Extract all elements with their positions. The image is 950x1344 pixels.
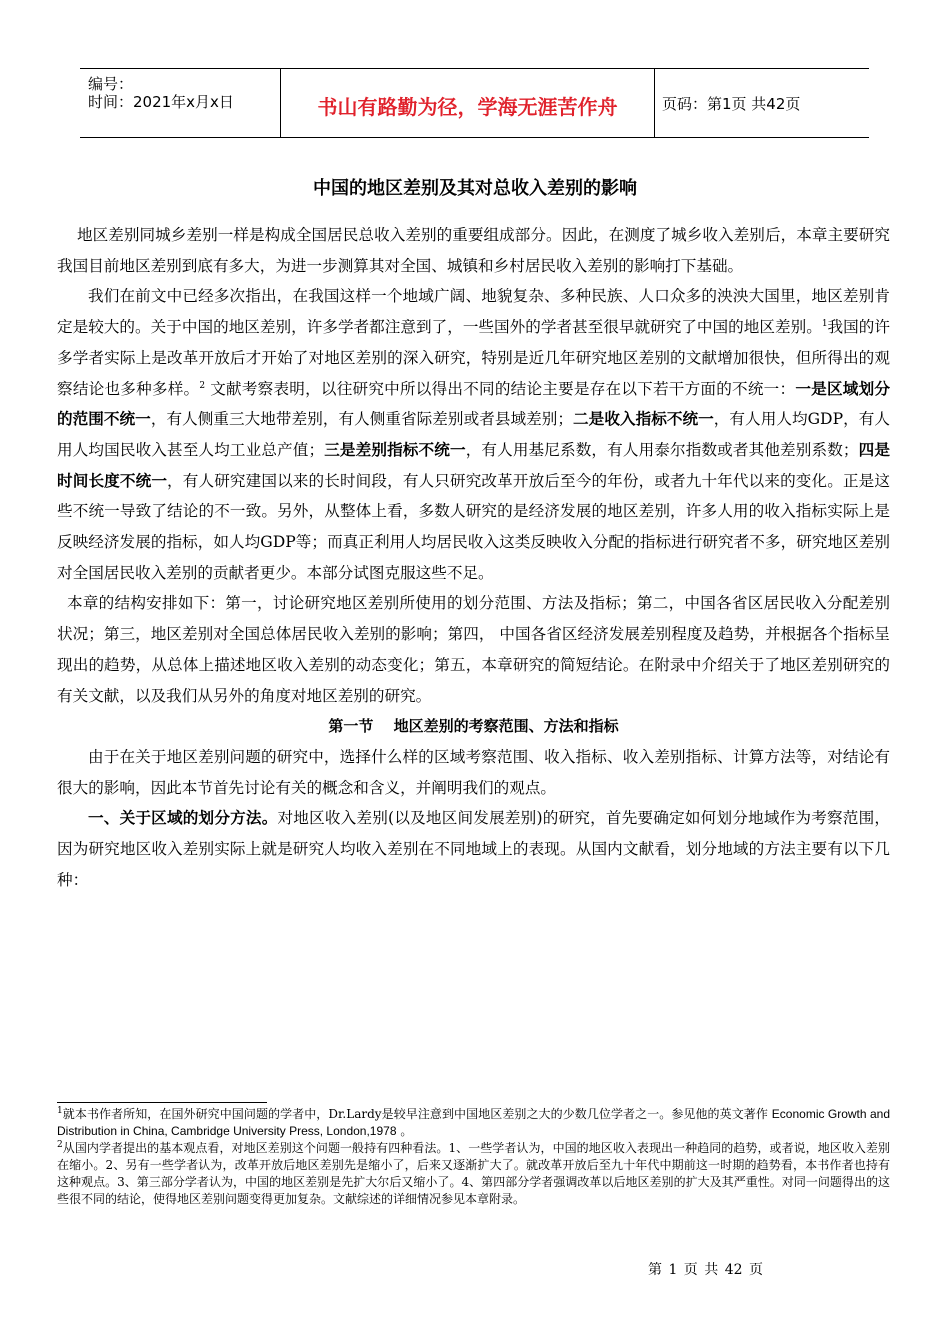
header-page-info: 页码：第1页 共42页 [662, 95, 801, 113]
header-table [80, 68, 869, 138]
paragraph-text: 我们在前文中已经多次指出，在我国这样一个地域广阔、地貌复杂、多种民族、人口众多的泱泱大国里，地区差别肯定是较大的。关于中国的地区差别，许多学者都注意到了，一些国外的学者甚至很早就研究了中国的地区差别。 [57, 287, 890, 337]
bold-point-2: 二是收入指标不统一 [573, 410, 714, 429]
footnote-ref-1[interactable]: 1 [821, 318, 828, 329]
footnote-1 [57, 1106, 890, 1140]
paragraph-text: ，有人用基尼系数，有人用泰尔指数或者其他差别系数； [465, 440, 859, 459]
paragraph-intro: 地区差别同城乡差别一样是构成全国居民总收入差别的重要组成部分。因此，在测度了城乡收入差别后，本章主要研究我国目前地区差别到底有多大，为进一步测算其对全国、城镇和乡村居民收入差别的影响打下基础。 [57, 226, 890, 275]
document-time: 时间：2021年x月x日 [88, 93, 234, 111]
paragraph-text: ，有人研究建国以来的长时间段，有人只研究改革开放后至今的年份，或者九十年代以来的变化。正是这些不统一导致了结论的不一致。另外，从整体上看，多数人研究的是经济发展的地区差别，许多人用的收入指标实际上是反映经济发展的指标，如人均GDP等；而真正利用人均居民收入这类反映收入分配的指标进行研究者不多，研究地区差别对全国居民收入差别的贡献者更少。本部分试图克服这些不足。 [57, 471, 890, 582]
document-body [57, 220, 890, 895]
header-page-cell [654, 69, 869, 137]
page-footer: 第 1 页 共 42 页 [648, 1262, 763, 1278]
footnote-ref-2[interactable]: 2 [199, 380, 206, 391]
section-heading: 第一节 地区差别的考察范围、方法和指标 [328, 717, 619, 736]
document-title: 中国的地区差别及其对总收入差别的影响 [313, 178, 637, 199]
bold-heading-region-division: 一、关于区域的划分方法。 [88, 809, 278, 828]
footnote-1-text: 就本书作者所知，在国外研究中国问题的学者中，Dr.Lardy是较早注意到中国地区差别之大的少数几位学者之一。参见他的英文著作 [62, 1107, 772, 1121]
header-motto: 书山有路勤为径，学海无涯苦作舟 [317, 95, 618, 119]
bold-point-3: 三是差别指标不统一 [324, 440, 466, 459]
footnotes [57, 1106, 890, 1208]
bold-point-1: 一是区域划分的范围不统一 [57, 379, 890, 429]
header-motto-cell [280, 69, 655, 137]
footnote-2 [57, 1140, 890, 1208]
footnote-1-end: 。 [396, 1124, 413, 1138]
paragraph-text: 我国的许多学者实际上是改革开放后才开始了对地区差别的深入研究，特别是近几年研究地区差别的文献增加很快，但所得出的观察结论也多种多样。 [57, 318, 890, 398]
paragraph-text: ，有人用人均GDP，有人用人均国民收入甚至人均工业总产值； [57, 410, 890, 459]
bold-point-4: 四是时间长度不统一 [57, 440, 890, 490]
header-meta-cell [80, 69, 280, 137]
paragraph-text: 文献考察表明，以往研究中所以得出不同的结论主要是存在以下若干方面的不统一： [205, 379, 796, 398]
footnote-separator [57, 1102, 267, 1103]
paragraph-text: 对地区收入差别(以及地区间发展差别)的研究，首先要确定如何划分地域作为考察范围，因为研究地区收入差别实际上就是研究人均收入差别在不同地域上的表现。从国内文献看，划分地域的方法主要有以下几种： [57, 809, 890, 889]
footnote-1-mark: 1 [57, 1106, 63, 1116]
paragraph-regional-differences [57, 281, 890, 588]
footnote-2-text: 从国内学者提出的基本观点看，对地区差别这个问题一般持有四种看法。1、一些学者认为，中国的地区收入表现出一种趋同的趋势，或者说，地区收入差别在缩小。2、另有一些学者认为，改革开放后地区差别先是缩小了，后来又逐渐扩大了。就改革开放后至九十年代中期前这一时期的趋势看，本书作者也持有这种观点。3、第三部分学者认为，中国的地区差别是先扩大尔后又缩小了。4、第四部分学者强调改革以后地区差别的扩大及其严重性。对同一问题得出的这些很不同的结论，使得地区差别问题变得更加复杂。文献综述的详细情况参见本章附录。 [57, 1141, 890, 1206]
paragraph-section-intro: 由于在关于地区差别问题的研究中，选择什么样的区域考察范围、收入指标、收入差别指标、计算方法等，对结论有很大的影响，因此本节首先讨论有关的概念和含义，并阐明我们的观点。 [57, 747, 890, 797]
document-number-label: 编号： [88, 75, 134, 93]
paragraph-text: ，有人侧重三大地带差别，有人侧重省际差别或者县域差别； [150, 410, 573, 429]
footnote-2-mark: 2 [57, 1140, 63, 1150]
footnote-1-reference: Economic Growth and Distribution in China, Cambridge University Press, London,1978 [57, 1107, 890, 1138]
paragraph-region-division [57, 803, 890, 895]
paragraph-chapter-structure: 本章的结构安排如下：第一，讨论研究地区差别所使用的划分范围、方法及指标；第二，中国各省区居民收入分配差别状况；第三，地区差别对全国总体居民收入差别的影响；第四， 中国各省区经济发展差别程度及趋势，并根据各个指标呈现出的趋势，从总体上描述地区收入差别的动态变化；第五，本章研究的简短结论。在附录中介绍关于了地区差别研究的有关文献，以及我们从另外的角度对地区差别的研究。 [57, 594, 890, 705]
